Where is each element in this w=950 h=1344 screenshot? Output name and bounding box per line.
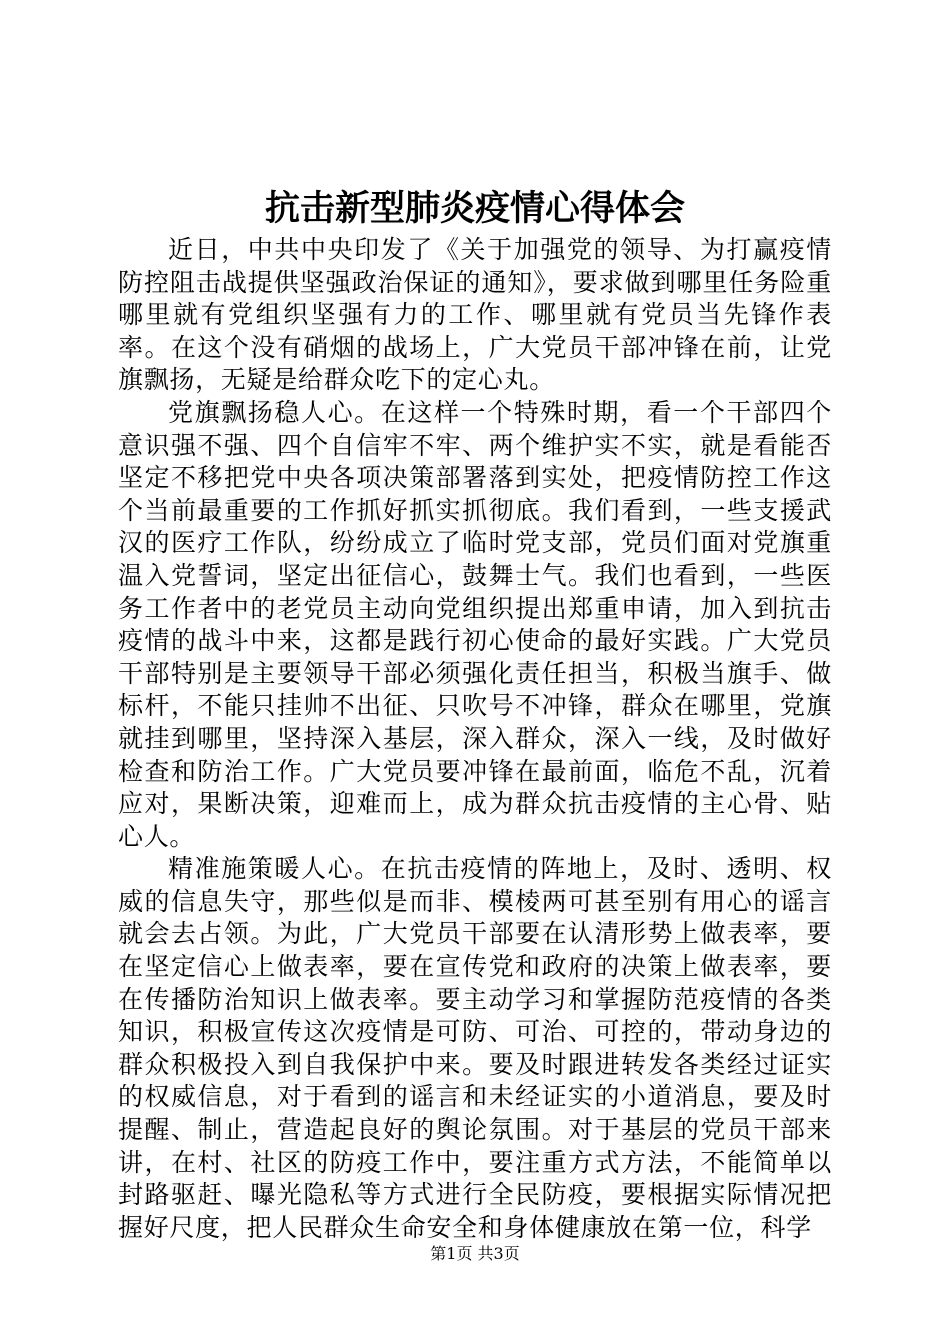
document-body [118, 234, 832, 1244]
page-footer: 第1页 共3页 [430, 1244, 520, 1263]
paragraph-precise-policy: 精准施策暖人心。在抗击疫情的阵地上，及时、透明、权威的信息失守，那些似是而非、模棱两可甚至别有用心的谣言就会去占领。为此，广大党员干部要在认清形势上做表率，要在坚定信心上做表率，要在宣传党和政府的决策上做表率，要在传播防治知识上做表率。要主动学习和掌握防范疫情的各类知识，积极宣传这次疫情是可防、可治、可控的，带动身边的群众积极投入到自我保护中来。要及时跟进转发各类经过证实的权威信息，对于看到的谣言和未经证实的小道消息，要及时提醒、制止，营造起良好的舆论氛围。对于基层的党员干部来讲，在村、社区的防疫工作中，要注重方式方法，不能简单以封路驱赶、曝光隐私等方式进行全民防疫，要根据实际情况把握好尺度，把人民群众生命安全和身体健康放在第一位，科学 [118, 854, 832, 1242]
document-title: 抗击新型肺炎疫情心得体会 [264, 189, 685, 229]
paragraph-party-flag: 党旗飘扬稳人心。在这样一个特殊时期，看一个干部四个意识强不强、四个自信牢不牢、两个维护实不实，就是看能否坚定不移把党中央各项决策部署落到实处，把疫情防控工作这个当前最重要的工作抓好抓实抓彻底。我们看到，一些支援武汉的医疗工作队，纷纷成立了临时党支部，党员们面对党旗重温入党誓词，坚定出征信心，鼓舞士气。我们也看到，一些医务工作者中的老党员主动向党组织提出郑重申请，加入到抗击疫情的战斗中来，这都是践行初心使命的最好实践。广大党员干部特别是主要领导干部必须强化责任担当，积极当旗手、做标杆，不能只挂帅不出征、只吹号不冲锋，群众在哪里，党旗就挂到哪里，坚持深入基层，深入群众，深入一线，及时做好检查和防治工作。广大党员要冲锋在最前面，临危不乱，沉着应对，果断决策，迎难而上，成为群众抗击疫情的主心骨、贴心人。 [118, 397, 832, 851]
paragraph-intro: 近日，中共中央印发了《关于加强党的领导、为打赢疫情防控阻击战提供坚强政治保证的通知》，要求做到哪里任务险重哪里就有党组织坚强有力的工作、哪里就有党员当先锋作表率。在这个没有硝烟的战场上，广大党员干部冲锋在前，让党旗飘扬，无疑是给群众吃下的定心丸。 [118, 235, 832, 395]
